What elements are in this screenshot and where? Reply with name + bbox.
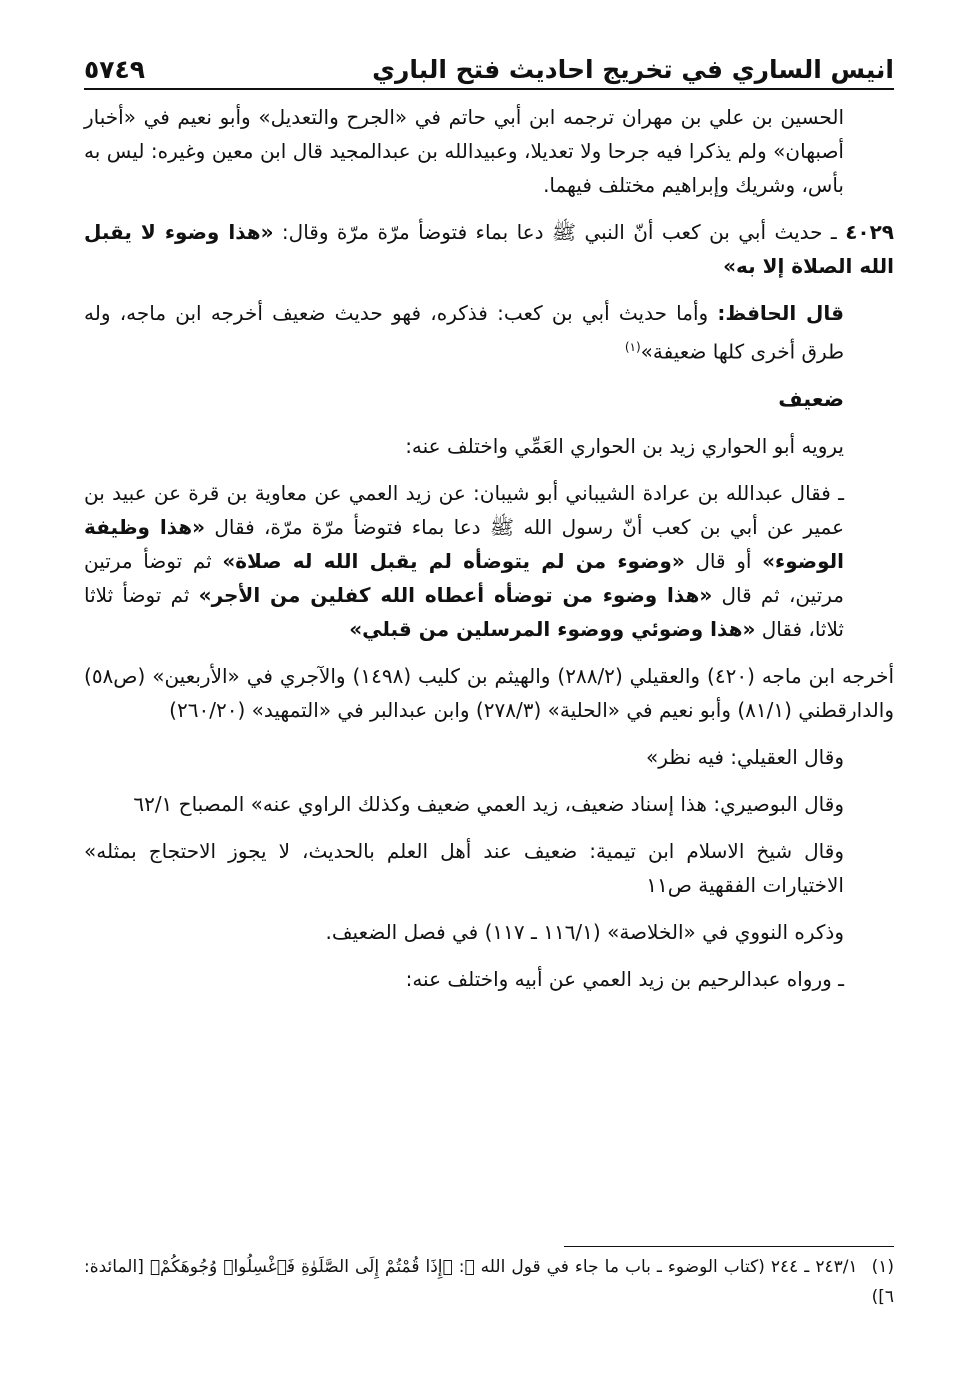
paragraph-takhrij: أخرجه ابن ماجه (٤٢٠) والعقيلي (٢٨٨/٢) والهيثم بن كليب (١٤٩٨) والآجري في «الأربعين» (ص٥٨) والدارقطني (٨١/١) وأبو نعيم في «الحلية» (٢٧٨/٣) وابن عبدالبر في «التمهيد» (٢٦٠/٢٠)	[84, 663, 894, 722]
grade-heading: ضعيف	[778, 386, 844, 411]
footnote-number: (١)	[871, 1257, 894, 1277]
hafiz-statement	[84, 296, 894, 369]
chain-text-a: ـ فقال عبدالله بن عرادة الشيباني أبو شيبان: عن زيد العمي عن معاوية بن قرة عن عبيد بن عمير عن أبي بن كعب أنّ رسول الله ﷺ دعا بماء فتوضأ مرّة مرّة، فقال	[84, 480, 844, 539]
hafiz-text: وأما حديث أبي بن كعب: فذكره، فهو حديث ضعيف أخرجه ابن ماجه، وله طرق أخرى كلها ضعيفة»	[84, 301, 844, 364]
paragraph-abdurrahim: ـ ورواه عبدالرحيم بن زيد العمي عن أبيه واختلف عنه:	[405, 966, 844, 991]
paragraph-narration: يرويه أبو الحواري زيد بن الحواري العَمِّي واختلف عنه:	[405, 433, 844, 458]
hadith-entry	[84, 215, 894, 283]
hadith-text: ـ حديث أبي بن كعب أنّ النبي ﷺ دعا بماء فتوضأ مرّة مرّة وقال:	[273, 220, 837, 244]
paragraph-busiri: وقال البوصيري: هذا إسناد ضعيف، زيد العمي ضعيف وكذلك الراوي عنه» المصباح ٦٢/١	[133, 791, 844, 816]
paragraph-ibn-taymiyya: وقال شيخ الاسلام ابن تيمية: ضعيف عند أهل العلم بالحديث، لا يجوز الاحتجاج بمثله» الاختيارات الفقهية ص١١	[84, 838, 844, 897]
chain-text-c: ثم توضأ مرتين مرتين، ثم قال	[84, 548, 844, 607]
paragraph-narrators: الحسين بن علي بن مهران ترجمه ابن أبي حاتم في «الجرح والتعديل» وأبو نعيم في «أخبار أصبهان» ولم يذكرا فيه جرحا ولا تعديلا، وعبيدالله بن عبدالمجيد قال ابن معين وغيره: ليس به بأس، وشريك وإبراهيم مختلف فيهما.	[84, 105, 844, 197]
page-number: ٥٧٤٩	[84, 55, 146, 84]
chain-quote-1: «هذا وظيفة الوضوء»	[84, 514, 844, 573]
footnotes	[84, 1252, 894, 1312]
hadith-quote: «هذا وضوء لا يقبل الله الصلاة إلا به»	[84, 220, 894, 278]
footnote-ref: (١)	[624, 340, 641, 354]
chain-text-b: أو قال	[684, 548, 763, 573]
chain-quote-4: «هذا وضوئي ووضوء المرسلين من قبلي»	[349, 616, 756, 641]
paragraph-chain	[84, 476, 894, 646]
paragraph-uqayli: وقال العقيلي: فيه نظر»	[646, 744, 844, 769]
main-text	[84, 100, 894, 1009]
page-header	[84, 44, 894, 90]
paragraph-nawawi: وذكره النووي في «الخلاصة» (١١٦/١ ـ ١١٧) في فصل الضعيف.	[325, 919, 844, 944]
footnote-text: ٢٤٣/١ ـ ٢٤٤ (كتاب الوضوء ـ باب ما جاء في قول الله ﷻ: ﴿إِذَا قُمْتُمْ إِلَى الصَّلَوٰةِ فَٱغْسِلُوا۟ وُجُوهَكُمْ﴾ [المائدة: ٦])	[84, 1257, 894, 1307]
hadith-number: ٤٠٢٩	[845, 220, 895, 244]
chain-text-d: ثم توضأ ثلاثا ثلاثا، فقال	[84, 582, 844, 641]
hafiz-label: قال الحافظ:	[717, 301, 844, 325]
book-title: انيس الساري في تخريج احاديث فتح الباري	[372, 55, 894, 84]
footnote-divider	[564, 1246, 894, 1247]
chain-quote-2: «وضوء من لم يتوضأه لم يقبل الله له صلاة»	[222, 548, 685, 573]
chain-quote-3: «هذا وضوء من توضأه أعطاه الله كفلين من الأجر»	[198, 582, 713, 607]
